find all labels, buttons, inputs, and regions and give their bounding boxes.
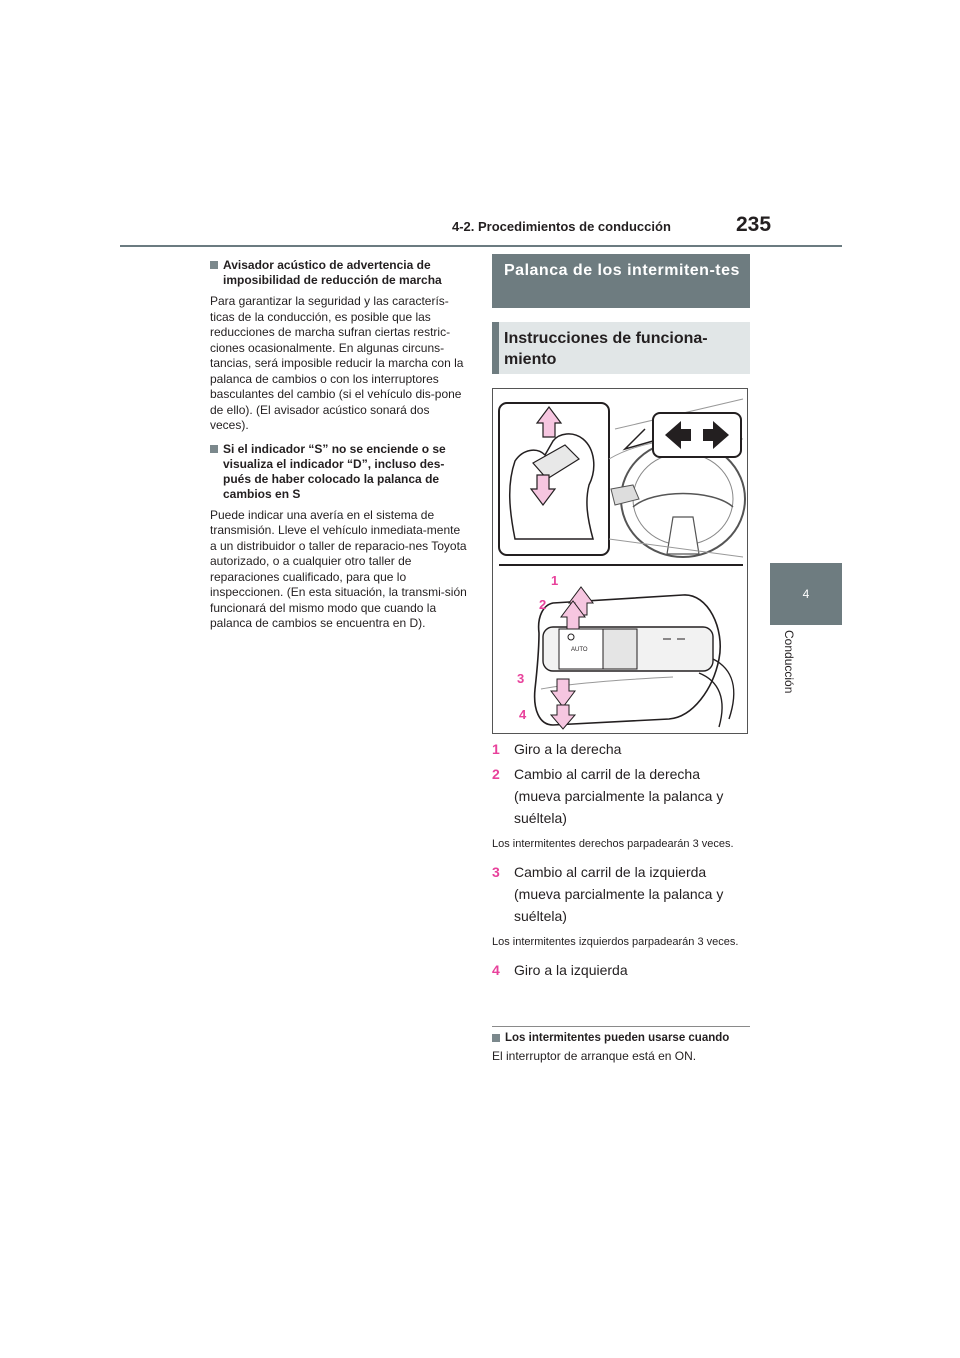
subhead-s-indicator bbox=[210, 442, 468, 502]
switch-label: AUTO bbox=[571, 647, 588, 653]
paragraph: Puede indicar una avería en el sistema de transmisión. Lleve el vehículo inmediata-mente a un distribuidor o taller de reparacio-nes Toyota autorizado, o a cualquier otro taller de reparaciones cualificado, para que lo inspeccionen. (En esta situación, la transmi-sión funcionará del mismo modo que cuando la palanca de cambios se encuentra en D). bbox=[210, 507, 467, 630]
direction-arrows-callout bbox=[625, 413, 741, 457]
paragraph: Para garantizar la seguridad y las caracterís-ticas de la conducción, es posible que las reducciones de marcha sufran ciertas restric-ciones ocasionalmente. En algunas circuns-tancias, será imposible reducir la marcha con la palanca de cambios o con los interruptores basculantes del cambio (si el vehículo dis-pone de ello). (El avisador acústico sonará dos veces). bbox=[210, 294, 464, 432]
divider bbox=[492, 1026, 750, 1027]
subhead-text: Avisador acústico de advertencia de imposibilidad de reducción de marcha bbox=[223, 258, 442, 287]
chapter-number: 4 bbox=[802, 587, 810, 601]
subhead-downshift-warning bbox=[210, 258, 468, 288]
subsection-heading: Instrucciones de funciona-miento bbox=[492, 322, 750, 374]
square-bullet-icon bbox=[210, 261, 218, 269]
callout-3: 3 bbox=[517, 671, 525, 686]
square-bullet-icon bbox=[492, 1034, 500, 1042]
lever-illustration bbox=[493, 389, 747, 733]
step-text: Giro a la izquierda bbox=[514, 962, 628, 978]
step-note: Los intermitentes izquierdos parpadearán 3 veces. bbox=[492, 936, 739, 948]
step-note: Los intermitentes derechos parpadearán 3 veces. bbox=[492, 838, 734, 850]
section-title: 4-2. Procedimientos de conducción bbox=[452, 219, 671, 234]
paragraph: El interruptor de arranque está en ON. bbox=[492, 1049, 697, 1063]
callout-2: 2 bbox=[539, 597, 547, 612]
left-column bbox=[210, 258, 468, 640]
chapter-label-text: Conducción bbox=[782, 630, 796, 694]
subhead-text: Si el indicador “S” no se enciende o se visualiza el indicador “D”, incluso des-pués de haber colocado la palanca de cambios en S bbox=[223, 441, 446, 501]
chapter-tab bbox=[770, 563, 842, 625]
step-number: 1 bbox=[492, 741, 500, 757]
step-number: 4 bbox=[492, 962, 500, 978]
callout-4: 4 bbox=[519, 707, 527, 722]
step-number: 2 bbox=[492, 766, 500, 782]
subsection-heading-bar bbox=[492, 322, 499, 374]
step-text: Giro a la derecha bbox=[514, 741, 622, 757]
step-1 bbox=[492, 738, 750, 760]
turn-signal-lever-figure bbox=[492, 388, 748, 734]
steps-list bbox=[492, 738, 750, 981]
section-heading: Palanca de los intermiten-tes bbox=[492, 254, 750, 308]
step-text: Cambio al carril de la derecha (mueva parcialmente la palanca y suéltela) bbox=[514, 766, 724, 826]
usage-condition-block bbox=[492, 1031, 750, 1073]
page-number: 235 bbox=[736, 213, 772, 236]
subhead-usage-condition bbox=[492, 1031, 750, 1045]
step-2 bbox=[492, 763, 750, 829]
step-3 bbox=[492, 861, 750, 927]
subhead-text: Los intermitentes pueden usarse cuando bbox=[505, 1032, 730, 1044]
step-number: 3 bbox=[492, 864, 500, 880]
combination-switch-illustration bbox=[535, 587, 734, 729]
square-bullet-icon bbox=[210, 445, 218, 453]
step-text: Cambio al carril de la izquierda (mueva parcialmente la palanca y suéltela) bbox=[514, 864, 724, 924]
header-rule bbox=[120, 245, 842, 247]
step-4 bbox=[492, 959, 750, 981]
callout-1: 1 bbox=[551, 573, 559, 588]
chapter-label bbox=[770, 630, 818, 710]
